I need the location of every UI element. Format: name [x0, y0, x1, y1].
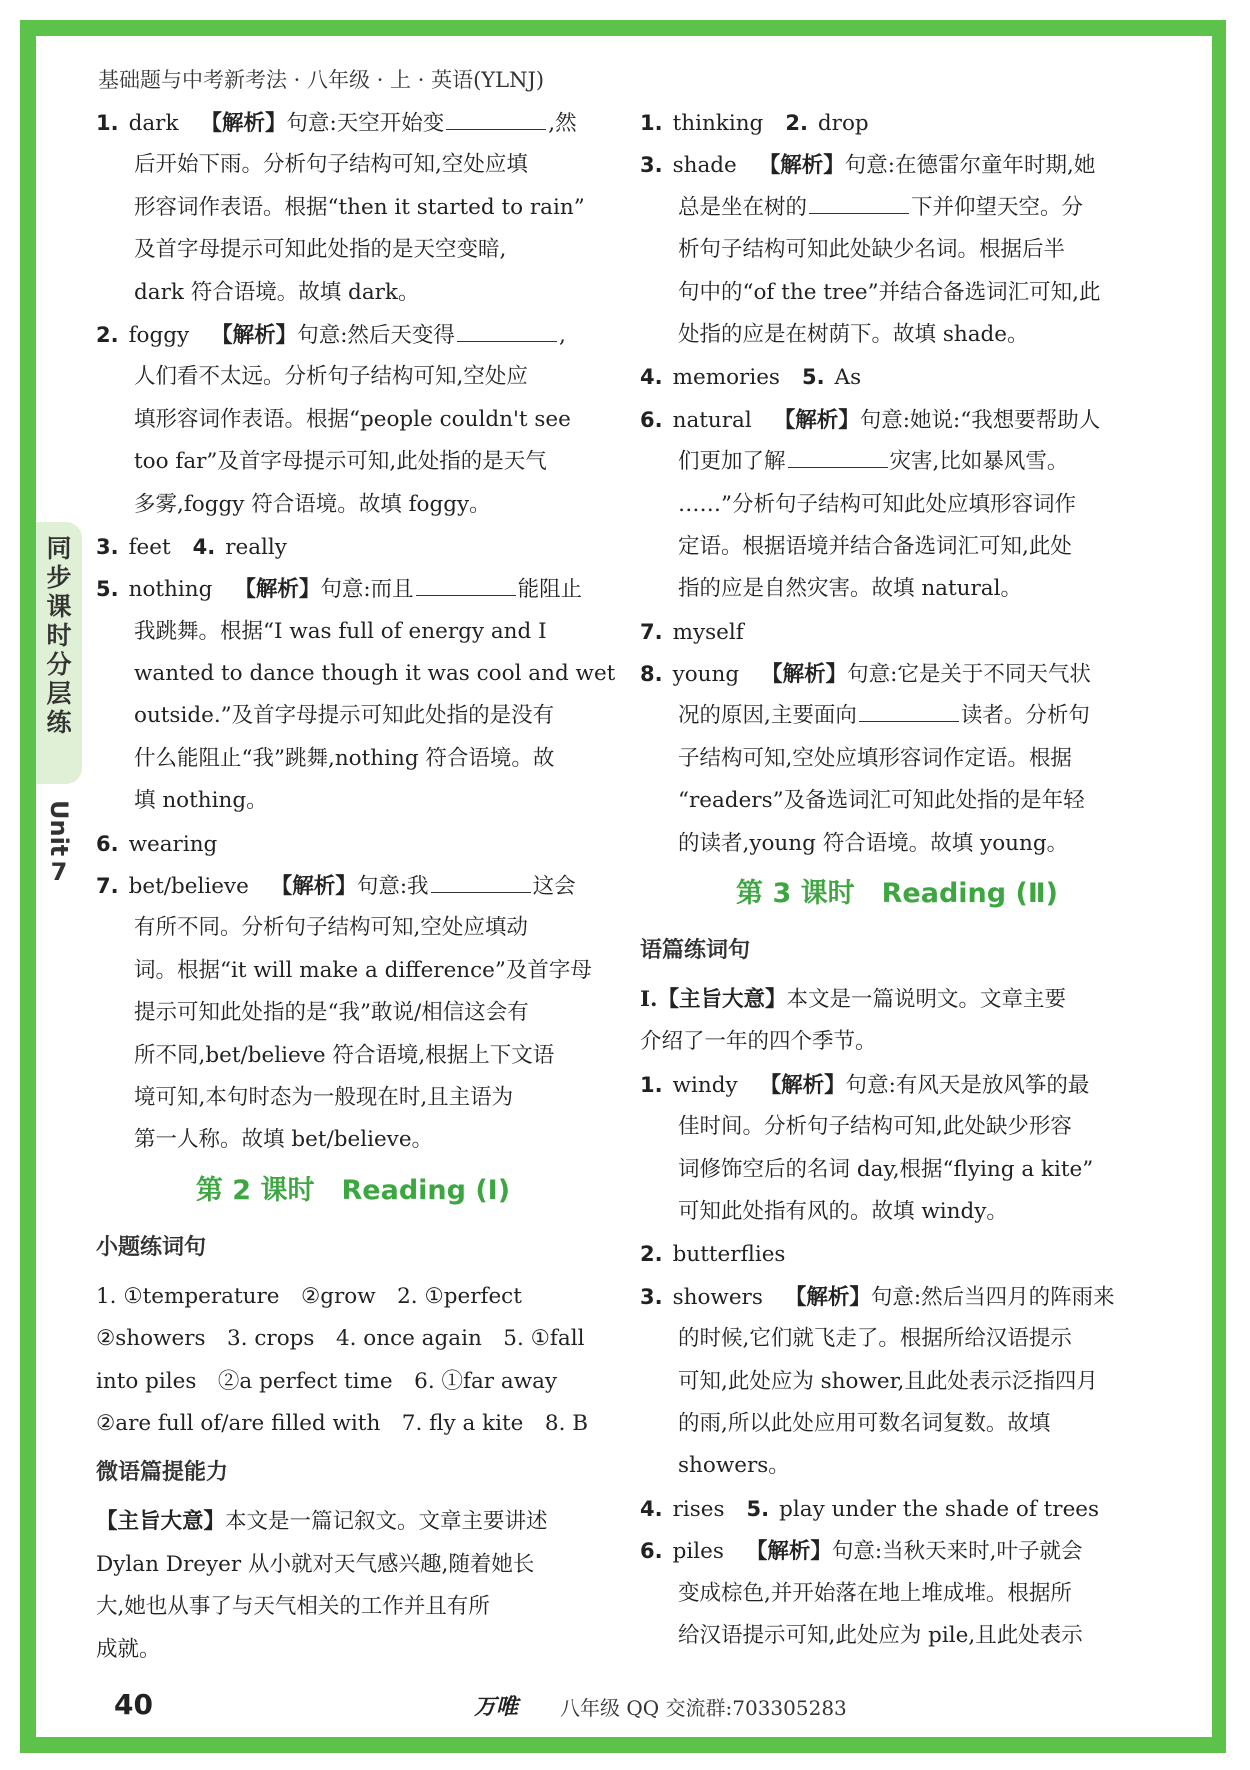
text: 能阻止 [517, 577, 583, 603]
answer-word: natural [672, 407, 752, 433]
answer-line [640, 144, 1154, 186]
text-line: wanted to dance though it was cool and wet [134, 661, 616, 687]
analysis-tag: 【解析】 [761, 662, 848, 688]
question-number: 8. [640, 662, 663, 687]
vocab-line: ②are full of/are filled with 7. fly a kite 8. B [96, 1410, 589, 1436]
side-tab-char: 步 [46, 563, 72, 592]
answer-line [640, 1530, 1154, 1572]
text-line: 处指的应是在树荫下。故填 shade。 [678, 321, 1029, 347]
text-line: 句中的“of the tree”并结合备选词汇可知,此 [678, 279, 1101, 305]
text-line: outside.”及首字母提示可知此处指的是没有 [134, 703, 555, 729]
answer-word: rises [672, 1496, 725, 1522]
top-border [24, 20, 1226, 36]
question-number: 6. [640, 407, 663, 432]
text-line: 的雨,所以此处应用可数名词复数。故填 [678, 1410, 1051, 1436]
question-number: 7. [96, 874, 119, 899]
vocab-line: ②showers 3. crops 4. once again 5. ①fall [96, 1326, 585, 1352]
blank-line [809, 191, 909, 214]
blank-line [457, 319, 557, 342]
answer-line [96, 314, 610, 356]
text-line [640, 979, 1154, 1021]
answer-word: memories [672, 365, 780, 391]
question-number: 6. [640, 1539, 663, 1564]
question-number: 7. [640, 619, 663, 644]
question-number: 4. [192, 534, 216, 559]
blank-line [446, 107, 546, 130]
question-number: 1. [96, 111, 119, 135]
analysis-tag: 【解析】 [759, 1072, 846, 1098]
text: 下并仰望天空。分 [911, 194, 1084, 220]
answer-word: butterflies [672, 1242, 786, 1268]
text: 们更加了解 [678, 449, 786, 475]
text: 本文是一篇记叙文。文章主要讲述 [225, 1509, 548, 1535]
question-number: 5. [801, 365, 825, 390]
text: 句意:而且 [320, 577, 414, 603]
answer-line [96, 526, 610, 568]
text-line: 所不同,bet/believe 符合语境,根据上下文语 [134, 1042, 555, 1068]
answer-word: thinking [672, 111, 764, 136]
answer-line [640, 1276, 1154, 1318]
unit-word: Unit [45, 800, 73, 857]
text-line: 填形容词作表语。根据“people couldn't see [134, 406, 571, 432]
text: ,然 [548, 111, 577, 136]
text: 句意:然后当四月的阵雨来 [870, 1284, 1115, 1310]
text-line: 介绍了一年的四个季节。 [640, 1029, 877, 1055]
text-line: Dylan Dreyer 从小就对天气感兴趣,随着她长 [96, 1551, 535, 1577]
blank-line [416, 573, 516, 596]
answer-word: bet/believe [128, 874, 249, 900]
answer-line [640, 1488, 1154, 1530]
side-tab-char: 练 [46, 708, 72, 737]
question-number: 3. [640, 153, 663, 178]
text-line: 变成棕色,并开始落在地上堆成堆。根据所 [678, 1580, 1072, 1606]
text-line [96, 1501, 610, 1543]
page-number: 40 [114, 1688, 153, 1721]
text: 读者。分析句 [960, 703, 1090, 729]
analysis-tag: 【解析】 [758, 153, 845, 179]
side-tab [36, 522, 82, 784]
analysis-tag: 【解析】 [745, 1539, 832, 1565]
text: 句意:当秋天来时,叶子就会 [831, 1539, 1083, 1565]
answer-word: really [225, 534, 287, 560]
unit-number: 7 [50, 858, 68, 887]
answer-line [640, 356, 1154, 398]
text-line: 成就。 [96, 1636, 161, 1662]
right-border [1212, 20, 1226, 1753]
text-line: 词。根据“it will make a difference”及首字母 [134, 957, 592, 983]
text-line: 定语。根据语境并结合备选词汇可知,此处 [678, 533, 1072, 559]
text-line: showers。 [678, 1453, 790, 1479]
text: , [558, 322, 566, 348]
text-line: 什么能阻止“我”跳舞,nothing 符合语境。故 [134, 745, 555, 771]
side-tab-char: 同 [46, 534, 72, 563]
answer-word: play under the shade of trees [779, 1496, 1100, 1522]
text-line [640, 695, 1154, 737]
question-number: 4. [640, 365, 663, 390]
text-line: 有所不同。分析句子结构可知,空处应填动 [134, 915, 528, 941]
qq-group-info: 八年级 QQ 交流群:703305283 [560, 1696, 847, 1720]
answer-word: feet [128, 534, 171, 560]
text-line: 第一人称。故填 bet/believe。 [134, 1127, 434, 1153]
text-line: 的读者,young 符合语境。故填 young。 [678, 830, 1069, 856]
answer-line [640, 653, 1154, 695]
question-number: 4. [640, 1496, 663, 1521]
text-line: 指的应是自然灾害。故填 natural。 [678, 576, 1022, 602]
page-header: 基础题与中考新考法 · 八年级 · 上 · 英语(YLNJ) [98, 68, 545, 92]
side-tab-char: 时 [46, 621, 72, 650]
answer-line [640, 1233, 1154, 1275]
text-line: 析句子结构可知此处缺少名词。根据后半 [678, 237, 1066, 263]
text: 句意:在德雷尔童年时期,她 [844, 153, 1096, 179]
question-number: 3. [640, 1284, 663, 1309]
left-column [96, 102, 616, 1671]
text: 况的原因,主要面向 [678, 703, 857, 729]
brand-logo: 万唯 [474, 1695, 519, 1720]
side-tab-char: 课 [46, 592, 72, 621]
section-title: 第 3 课时 Reading (Ⅱ) [736, 878, 1058, 910]
answer-line [640, 611, 1154, 653]
answer-word: shade [672, 153, 737, 179]
subsection-title: 微语篇提能力 [96, 1460, 229, 1486]
subsection-title: 语篇练词句 [640, 938, 751, 964]
analysis-tag: 【解析】 [200, 111, 287, 136]
blank-line [788, 445, 888, 468]
text: 句意:她说:“我想要帮助人 [859, 407, 1101, 433]
question-number: 2. [96, 322, 119, 347]
answer-line [96, 865, 610, 907]
answer-line [640, 1064, 1154, 1106]
text-line: 子结构可知,空处应填形容词作定语。根据 [678, 745, 1072, 771]
answer-line [640, 102, 1154, 144]
text-line: 后开始下雨。分析句子结构可知,空处应填 [134, 152, 528, 178]
question-number: 2. [785, 111, 808, 135]
analysis-tag: 【解析】 [784, 1284, 871, 1310]
answer-word: dark [128, 111, 179, 136]
vocab-line: into piles ②a perfect time 6. ①far away [96, 1368, 558, 1394]
side-tab-char: 分 [46, 650, 72, 679]
answer-word: nothing [128, 577, 213, 603]
text-line: 佳时间。分析句子结构可知,此处缺少形容 [678, 1114, 1072, 1140]
question-number: 5. [746, 1496, 770, 1521]
text-line: 的时候,它们就飞走了。根据所给汉语提示 [678, 1326, 1072, 1352]
answer-line [96, 568, 610, 610]
text-line: 我跳舞。根据“I was full of energy and I [134, 618, 547, 644]
question-number: 6. [96, 831, 119, 856]
answer-line [96, 823, 610, 865]
text-line: 大,她也从事了与天气相关的工作并且有所 [96, 1594, 490, 1620]
analysis-tag: 【解析】 [773, 407, 860, 433]
text-line: 填 nothing。 [134, 788, 268, 814]
text-line: 可知,此处应为 shower,且此处表示泛指四月 [678, 1368, 1098, 1394]
text-line: 给汉语提示可知,此处应为 pile,且此处表示 [678, 1622, 1083, 1648]
text-line: 人们看不太远。分析句子结构可知,空处应 [134, 364, 528, 390]
text-line: too far”及首字母提示可知,此处指的是天气 [134, 449, 547, 475]
text: 句意:我 [356, 874, 429, 900]
answer-line [640, 399, 1154, 441]
answer-word: wearing [128, 831, 218, 857]
blank-line [859, 699, 959, 722]
text: 句意:它是关于不同天气状 [847, 662, 1091, 688]
text-line: 及首字母提示可知此处指的是天空变暗, [134, 237, 507, 263]
text: 这会 [532, 874, 576, 900]
question-number: 2. [640, 1242, 663, 1267]
text-line: 可知此处指有风的。故填 windy。 [678, 1198, 1008, 1224]
answer-word: As [834, 365, 862, 391]
right-column [640, 102, 1154, 1657]
text: 句意:有风天是放风筝的最 [845, 1072, 1090, 1098]
text-line [640, 441, 1154, 483]
answer-word: young [672, 662, 740, 688]
answer-word: piles [672, 1539, 724, 1565]
text-line [640, 187, 1154, 229]
answer-line [96, 102, 610, 144]
question-number: 1. [640, 111, 663, 135]
text-line: 多雾,foggy 符合语境。故填 foggy。 [134, 491, 491, 517]
vocab-line: 1. ①temperature ②grow 2. ①perfect [96, 1283, 522, 1309]
answer-word: windy [672, 1072, 738, 1098]
section-title: 第 2 课时 Reading (Ⅰ) [195, 1174, 511, 1206]
text: 总是坐在树的 [678, 194, 808, 220]
answer-word: showers [672, 1284, 763, 1310]
text: 句意:然后天变得 [297, 322, 455, 348]
analysis-tag: 【解析】 [211, 322, 298, 348]
main-idea-tag: Ⅰ.【主旨大意】 [640, 987, 787, 1013]
text-line: 词修饰空后的名词 day,根据“flying a kite” [678, 1156, 1094, 1182]
left-border [20, 20, 36, 1753]
blank-line [431, 870, 531, 893]
unit-label [44, 800, 74, 886]
answer-word: drop [817, 111, 869, 136]
analysis-tag: 【解析】 [234, 577, 321, 603]
text-line: 形容词作表语。根据“then it started to rain” [134, 194, 585, 220]
bottom-border [24, 1737, 1226, 1753]
answer-word: myself [672, 619, 744, 645]
analysis-tag: 【解析】 [270, 874, 357, 900]
text: 本文是一篇说明文。文章主要 [786, 987, 1067, 1013]
answer-word: foggy [128, 322, 190, 348]
text-line: ……”分析句子结构可知此处应填形容词作 [678, 491, 1076, 517]
question-number: 5. [96, 577, 119, 602]
text-line: 提示可知此处指的是“我”敢说/相信这会有 [134, 1000, 529, 1026]
subsection-title: 小题练词句 [96, 1234, 207, 1260]
text: 灾害,比如暴风雪。 [889, 449, 1069, 475]
question-number: 3. [96, 534, 119, 559]
text: 句意:天空开始变 [286, 111, 445, 136]
question-number: 1. [640, 1072, 663, 1097]
main-idea-tag: 【主旨大意】 [96, 1509, 226, 1535]
side-tab-char: 层 [46, 679, 72, 708]
text-line: “readers”及备选词汇可知此处指的是年轻 [678, 788, 1085, 814]
text-line: 境可知,本句时态为一般现在时,且主语为 [134, 1084, 514, 1110]
text-line: dark 符合语境。故填 dark。 [134, 279, 420, 305]
